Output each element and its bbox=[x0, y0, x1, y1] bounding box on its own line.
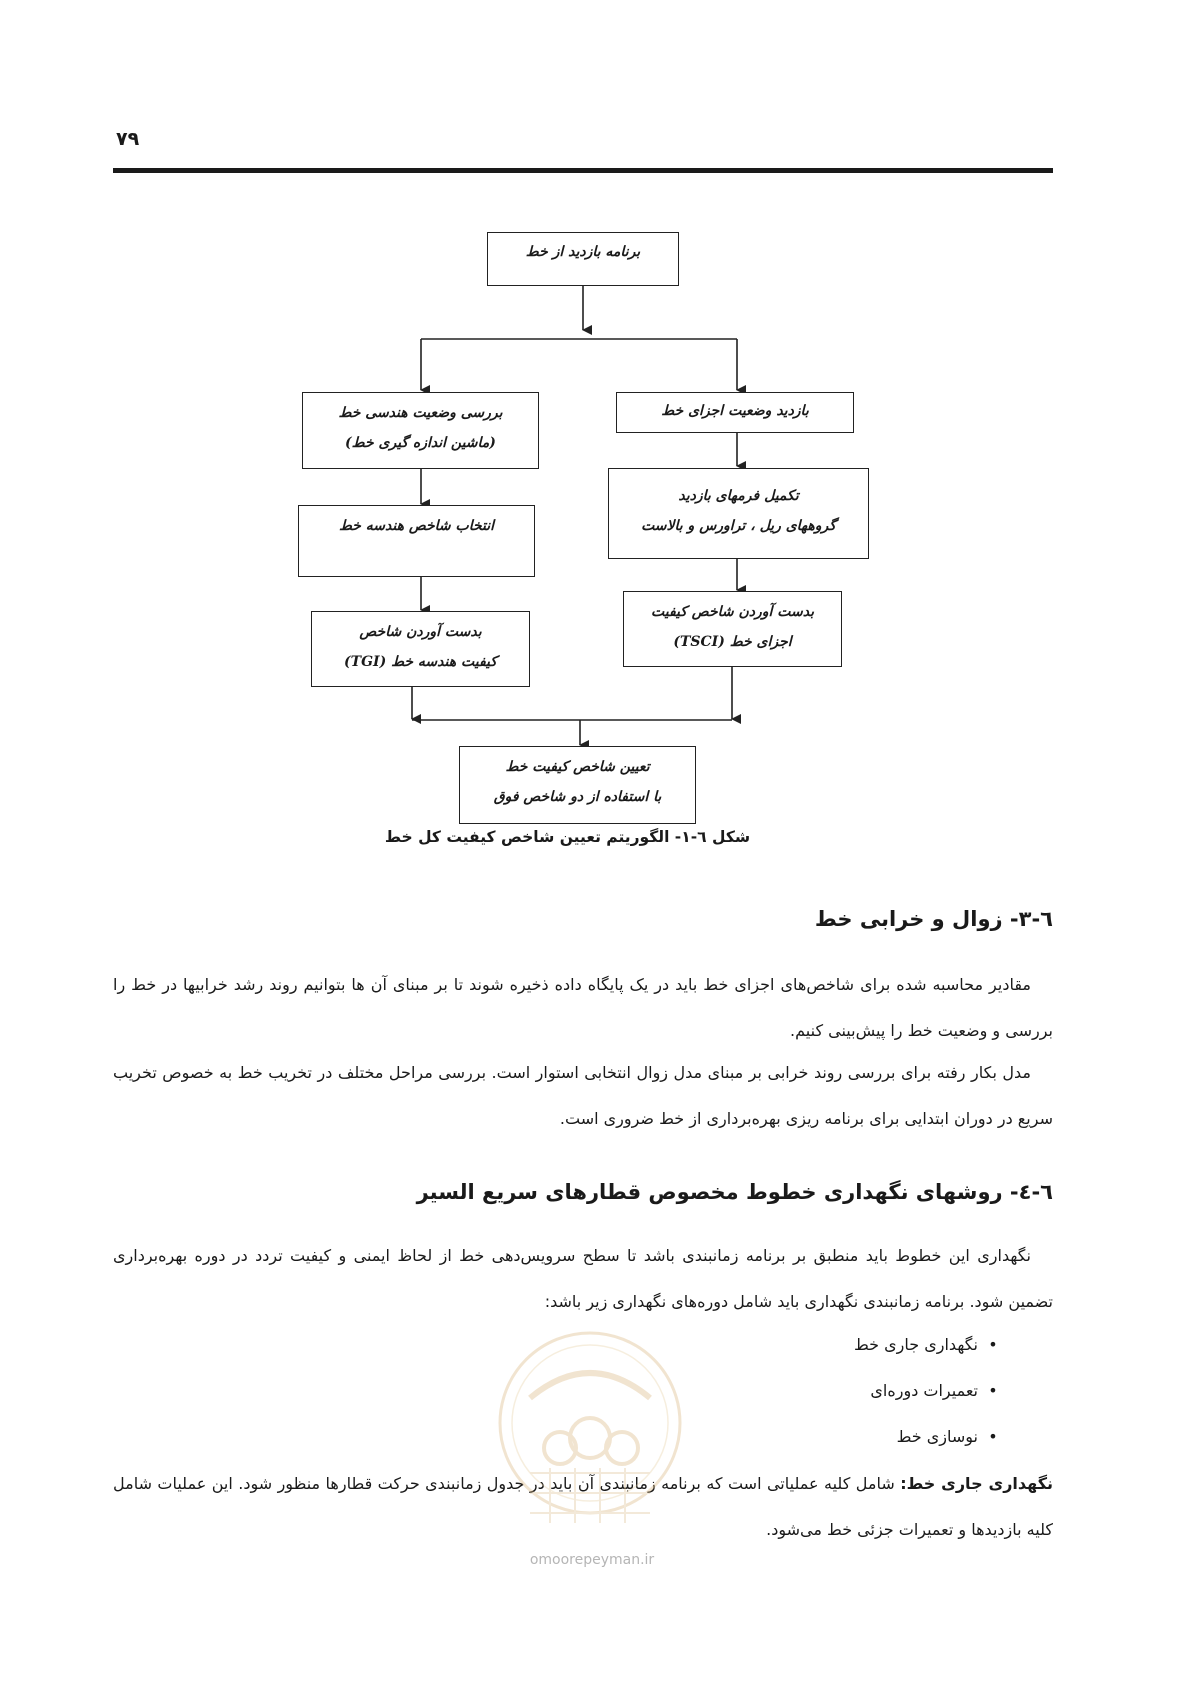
flow-box-tsci: بدست آوردن شاخص کیفیت اجزای خط (TSCI) bbox=[623, 591, 842, 667]
figure-caption: شکل ٦-١- الگوریتم تعیین شاخص کیفیت کل خط bbox=[384, 828, 751, 846]
flow-box-inspection-program: برنامه بازدید از خط bbox=[487, 232, 679, 286]
page-number: ۷۹ bbox=[116, 128, 140, 150]
flow-box-inspection-forms: تکمیل فرمهای بازدید گروههای ریل ، تراورس و بالاست bbox=[608, 468, 869, 559]
watermark-url: omoorepeyman.ir bbox=[529, 1552, 655, 1568]
flow-box-geometry-inspection: بررسی وضعیت هندسی خط (ماشین اندازه گیری خط) bbox=[302, 392, 539, 469]
bullet-list bbox=[854, 1322, 1008, 1460]
definition-text: شامل کلیه عملیاتی است که برنامه زمانبندی آن باید در جدول زمانبندی حرکت قطارها منظور شود. این عملیات شامل کلیه بازدیدها و تعمیرات جزئی خط می‌شود. bbox=[113, 1474, 1053, 1539]
flow-box-component-inspection: بازدید وضعیت اجزای خط bbox=[616, 392, 854, 433]
definition-term: نگهداری جاری خط: bbox=[900, 1474, 1054, 1493]
paragraph: مقادیر محاسبه شده برای شاخص‌های اجزای خط باید در یک پایگاه داده ذخیره شوند تا بر مبنای آن ها بتوانیم روند رشد خرابیها در خط را بررسی و وضعیت خط را پیش‌بینی کنیم. bbox=[113, 975, 1053, 1040]
section-heading-6-3: ٦-٣- زوال و خرابی خط bbox=[814, 907, 1053, 931]
flow-box-tgi: بدست آوردن شاخص کیفیت هندسه خط (TGI) bbox=[311, 611, 530, 687]
header-rule bbox=[113, 168, 1053, 173]
paragraph: مدل بکار رفته برای بررسی روند خرابی بر مبنای مدل زوال انتخابی استوار است. بررسی مراحل مختلف در تخریب خط به خصوص تخریب سریع در دوران ابتدایی برای برنامه ریزی بهره‌برداری از خط ضروری است. bbox=[113, 1063, 1053, 1128]
flow-box-geometry-index-selection: انتخاب شاخص هندسه خط bbox=[298, 505, 535, 577]
section-heading-6-4: ٦-٤- روشهای نگهداری خطوط مخصوص قطارهای سریع السیر bbox=[416, 1180, 1053, 1204]
flow-box-total-quality-index: تعیین شاخص کیفیت خط با استفاده از دو شاخص فوق bbox=[459, 746, 696, 824]
list-item: • نگهداری جاری خط bbox=[854, 1322, 1008, 1368]
paragraph: نگهداری این خطوط باید منطبق بر برنامه زمانبندی باشد تا سطح سرویس‌دهی خط از لحاظ ایمنی و کیفیت تردد در دوره بهره‌برداری تضمین شود. برنامه زمانبندی نگهداری باید شامل دوره‌های نگهداری زیر باشد: bbox=[113, 1246, 1053, 1311]
watermark-logo-icon bbox=[490, 1328, 690, 1548]
list-item: • نوسازی خط bbox=[854, 1414, 1008, 1460]
list-item: • تعمیرات دوره‌ای bbox=[854, 1368, 1008, 1414]
